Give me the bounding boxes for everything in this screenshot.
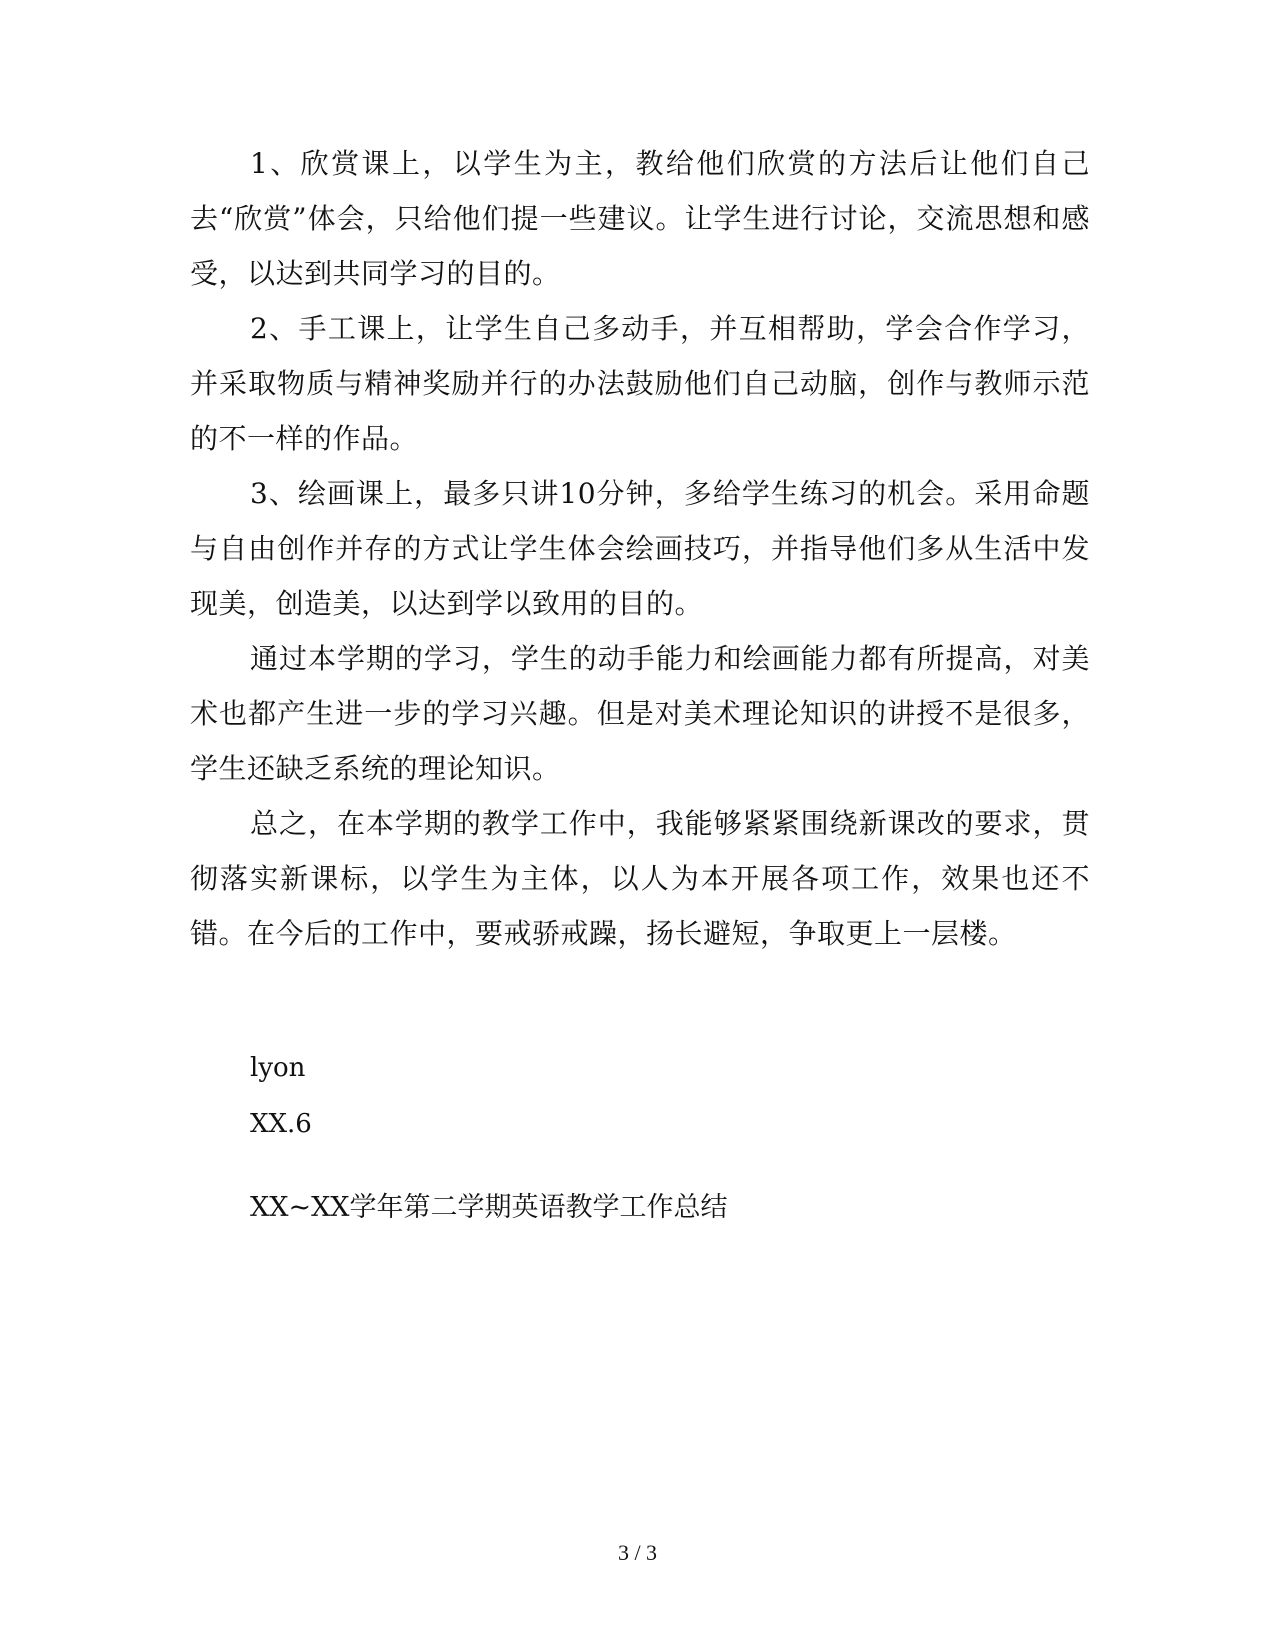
signature-block — [250, 1040, 312, 1152]
document-body — [190, 136, 1090, 961]
next-section-title: XX~XX学年第二学期英语教学工作总结 — [250, 1192, 728, 1223]
paragraph-semester-results: 通过本学期的学习，学生的动手能力和绘画能力都有所提高，对美术也都产生进一步的学习兴趣。但是对美术理论知识的讲授不是很多，学生还缺乏系统的理论知识。 — [190, 642, 1090, 785]
paragraph-handcraft-class: 2、手工课上，让学生自己多动手，并互相帮助，学会合作学习，并采取物质与精神奖励并行的办法鼓励他们自己动脑，创作与教师示范的不一样的作品。 — [190, 312, 1090, 455]
paragraph-drawing-class: 3、绘画课上，最多只讲10分钟，多给学生练习的机会。采用命题与自由创作并存的方式让学生体会绘画技巧，并指导他们多从生活中发现美，创造美，以达到学以致用的目的。 — [190, 477, 1090, 620]
signature-name: lyon — [250, 1053, 306, 1083]
signature-date: XX.6 — [250, 1109, 312, 1139]
page-number: 3 / 3 — [617, 1540, 658, 1565]
paragraph-conclusion: 总之，在本学期的教学工作中，我能够紧紧围绕新课改的要求，贯彻落实新课标，以学生为主体，以人为本开展各项工作，效果也还不错。在今后的工作中，要戒骄戒躁，扬长避短，争取更上一层楼。 — [190, 807, 1090, 950]
paragraph-appreciation-class: 1、欣赏课上，以学生为主，教给他们欣赏的方法后让他们自己去“欣赏”体会，只给他们提一些建议。让学生进行讨论，交流思想和感受，以达到共同学习的目的。 — [190, 147, 1090, 290]
